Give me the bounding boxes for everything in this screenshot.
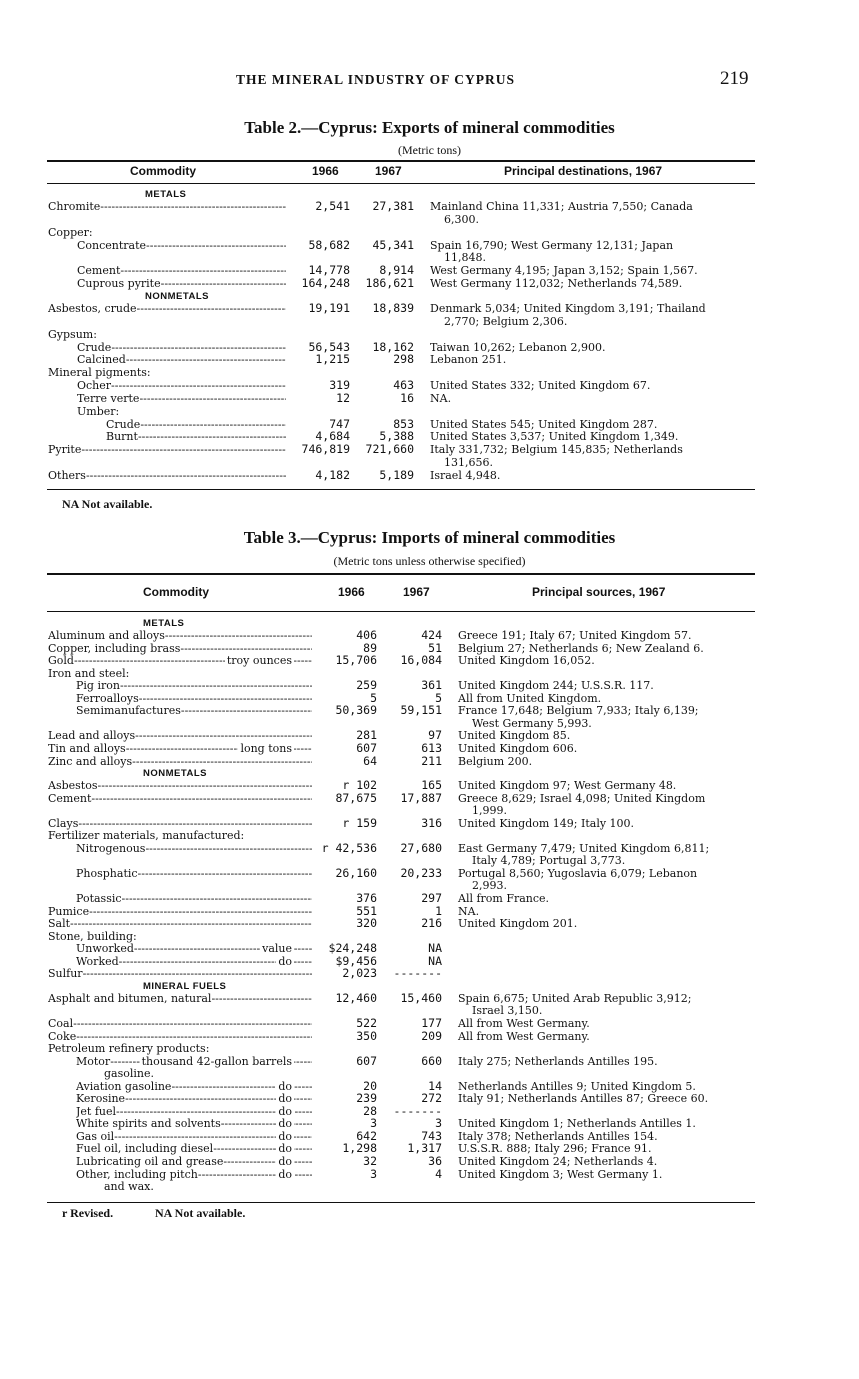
value-1966: 3 <box>370 1166 377 1181</box>
value-1966: 5 <box>370 690 377 705</box>
table-row <box>0 867 859 880</box>
destination-text: United Kingdom 606. <box>458 741 578 755</box>
destination-text: Mainland China 11,331; Austria 7,550; Canada <box>430 200 693 213</box>
table-row <box>0 679 859 692</box>
table-row <box>0 302 859 315</box>
destination-text: Belgium 27; Netherlands 6; New Zealand 6. <box>458 641 704 655</box>
table-row-continuation <box>0 456 859 469</box>
value-1967: 177 <box>421 1015 442 1030</box>
value-1966: 19,191 <box>308 300 350 315</box>
destination-text: United Kingdom 16,052. <box>458 654 595 668</box>
commodity-label: Lubricating oil and grease <box>76 1155 224 1168</box>
section-heading: NONMETALS <box>143 768 207 780</box>
value-1966: 4,182 <box>315 468 350 482</box>
destination-text: United Kingdom 3; West Germany 1. <box>458 1167 663 1181</box>
table-3-header-1966: 1966 <box>338 585 365 599</box>
value-1967: 209 <box>421 1028 442 1043</box>
table-row <box>0 1030 859 1043</box>
destination-text: Lebanon 251. <box>430 353 507 367</box>
table-row <box>0 200 859 213</box>
value-1967: 5,189 <box>379 468 414 482</box>
value-1966: 12,460 <box>335 990 377 1005</box>
unit-label: do <box>278 1117 292 1131</box>
table-row <box>0 239 859 252</box>
running-head: THE MINERAL INDUSTRY OF CYPRUS <box>236 72 516 87</box>
table-row <box>0 328 859 341</box>
table-2-title: Table 2.—Cyprus: Exports of mineral commodities <box>244 118 615 137</box>
value-1966: 14,778 <box>308 263 350 278</box>
destination-text: United Kingdom 244; U.S.S.R. 117. <box>458 679 654 693</box>
destination-text: 2,993. <box>472 879 507 893</box>
unit-label: do <box>278 1167 292 1181</box>
value-1966: 320 <box>356 916 377 931</box>
value-1967: 165 <box>421 778 442 793</box>
value-1967: 20,233 <box>400 865 442 880</box>
table-3-header-rule <box>47 611 755 612</box>
value-1966: 87,675 <box>335 790 377 805</box>
value-1967: 36 <box>428 1154 442 1168</box>
destination-text: United Kingdom 1; Netherlands Antilles 1. <box>458 1117 696 1131</box>
destination-text: Denmark 5,034; United Kingdom 3,191; Thailand <box>430 301 706 315</box>
unit-label: do <box>278 1092 292 1106</box>
commodity-label: Sulfur <box>48 967 83 981</box>
commodity-label: Cuprous pyrite <box>77 277 161 291</box>
table-row <box>0 704 859 717</box>
table-row <box>0 742 859 755</box>
value-1967: 3 <box>435 1116 442 1131</box>
destination-text: Israel 4,948. <box>430 469 501 482</box>
value-1967: 18,839 <box>372 300 414 315</box>
destination-text: All from United Kingdom. <box>458 691 602 705</box>
commodity-label: and wax. <box>104 1180 154 1194</box>
value-1966: 20 <box>363 1078 377 1093</box>
destination-text: France 17,648; Belgium 7,933; Italy 6,139; <box>458 704 699 718</box>
destination-text: Italy 275; Netherlands Antilles 195. <box>458 1054 658 1068</box>
value-1966: 642 <box>356 1128 377 1143</box>
value-1966: $9,456 <box>335 953 377 968</box>
commodity-label: Asbestos, crude <box>48 301 137 315</box>
value-1967: 853 <box>393 416 414 431</box>
commodity-label: Nitrogenous <box>76 841 146 855</box>
destination-text: West Germany 4,195; Japan 3,152; Spain 1,567. <box>430 264 698 278</box>
destination-text: East Germany 7,479; United Kingdom 6,811; <box>458 841 710 855</box>
destination-text: Netherlands Antilles 9; United Kingdom 5. <box>458 1079 696 1093</box>
commodity-label: Tin and alloys <box>48 741 126 755</box>
value-1967: 272 <box>421 1091 442 1106</box>
value-1967: 5,388 <box>379 429 414 444</box>
commodity-label: Zinc and alloys <box>48 754 133 768</box>
destination-text: West Germany 112,032; Netherlands 74,589. <box>430 277 683 291</box>
destination-text: United Kingdom 97; West Germany 48. <box>458 779 677 793</box>
value-1967: 27,680 <box>400 840 442 855</box>
commodity-label: Copper, including brass <box>48 641 181 655</box>
table-row <box>0 967 859 980</box>
table-2-header-rule <box>47 183 755 184</box>
destination-text: Italy 91; Netherlands Antilles 87; Greece 60. <box>458 1092 709 1106</box>
value-1966: 32 <box>363 1154 377 1168</box>
value-1967: 15,460 <box>400 990 442 1005</box>
table-row <box>0 1155 859 1168</box>
commodity-label: Coke <box>48 1029 77 1043</box>
commodity-label: Concentrate <box>77 238 147 252</box>
value-1966: 15,706 <box>335 653 377 668</box>
table-3-header-sources: Principal sources, 1967 <box>532 585 666 599</box>
unit-label: do <box>278 1079 292 1093</box>
commodity-label: Aluminum and alloys <box>48 629 165 642</box>
destination-text: All from West Germany. <box>458 1016 590 1030</box>
commodity-label: Stone, building: <box>48 929 137 943</box>
commodity-label: Gypsum: <box>48 327 97 341</box>
destination-text: Israel 3,150. <box>472 1004 543 1018</box>
commodity-label: Ferroalloys <box>76 691 139 705</box>
table-3-footnote-na: NA Not available. <box>155 1206 246 1220</box>
table-2-top-rule <box>47 160 755 162</box>
destination-text: Spain 16,790; West Germany 12,131; Japan <box>430 238 674 252</box>
commodity-label: Asphalt and bitumen, natural <box>48 991 212 1005</box>
unit-label: do <box>278 1129 292 1143</box>
table-row-continuation <box>0 251 859 264</box>
commodity-label: Gold <box>48 654 74 668</box>
value-1966: 376 <box>356 891 377 905</box>
section-heading: METALS <box>145 189 187 200</box>
commodity-label: Salt <box>48 917 71 931</box>
commodity-label: Unworked <box>76 942 134 956</box>
destination-text: U.S.S.R. 888; Italy 296; France 91. <box>458 1142 652 1156</box>
commodity-label: Ocher <box>77 379 112 393</box>
commodity-label: Pig iron <box>76 679 120 693</box>
value-1966: 26,160 <box>335 865 377 880</box>
commodity-label: Worked <box>76 954 119 968</box>
destination-text: United States 3,537; United Kingdom 1,349. <box>430 430 679 444</box>
destination-text: United States 545; United Kingdom 287. <box>430 417 658 431</box>
value-1966: 607 <box>356 740 377 755</box>
table-row <box>0 469 859 482</box>
destination-text: 131,656. <box>444 456 493 470</box>
value-1967: 5 <box>435 690 442 705</box>
value-1966: 350 <box>356 1028 377 1043</box>
unit-label: thousand 42-gallon barrels <box>141 1054 292 1068</box>
table-2-header-1967: 1967 <box>375 164 402 178</box>
value-1966: $24,248 <box>328 941 377 956</box>
table-row <box>0 264 859 277</box>
value-1966: 4,684 <box>315 429 350 444</box>
commodity-label: Lead and alloys <box>48 729 136 743</box>
value-1967: 4 <box>435 1166 442 1181</box>
destination-text: United Kingdom 24; Netherlands 4. <box>458 1155 658 1168</box>
table-row <box>0 1055 859 1068</box>
value-1966: 164,248 <box>301 276 350 291</box>
value-1967: 721,660 <box>365 442 414 457</box>
value-1967: 51 <box>428 640 442 655</box>
commodity-label: Umber: <box>77 404 120 418</box>
destination-text: All from France. <box>458 892 550 905</box>
value-1966: 607 <box>356 1053 377 1068</box>
table-2-footnote: NA Not available. <box>62 497 153 511</box>
table-row <box>0 443 859 456</box>
commodity-label: Mineral pigments: <box>48 366 151 380</box>
table-row <box>0 892 859 905</box>
value-1967: 16,084 <box>400 653 442 668</box>
destination-text: 1,999. <box>472 804 507 818</box>
destination-text: United States 332; United Kingdom 67. <box>430 379 651 393</box>
table-2-header-commodity: Commodity <box>130 164 196 178</box>
value-1967: 16 <box>400 390 414 405</box>
commodity-label: Phosphatic <box>76 866 138 880</box>
value-1967: 14 <box>428 1078 442 1093</box>
value-1967: 17,887 <box>400 790 442 805</box>
value-1966: 1,215 <box>315 352 350 367</box>
table-row-continuation <box>0 213 859 226</box>
table-row <box>0 817 859 830</box>
value-1967: 211 <box>421 753 442 768</box>
section-heading: MINERAL FUELS <box>143 980 227 992</box>
value-1966: r 42,536 <box>321 840 377 855</box>
table-row <box>0 392 859 405</box>
table-3-header-1967: 1967 <box>403 585 430 599</box>
destination-text: West Germany 5,993. <box>472 716 592 730</box>
value-1967: 59,151 <box>400 703 442 718</box>
value-1966: 239 <box>356 1091 377 1106</box>
table-3-header-commodity: Commodity <box>143 585 209 599</box>
commodity-label: Petroleum refinery products: <box>48 1042 210 1056</box>
destination-text: All from West Germany. <box>458 1029 590 1043</box>
commodity-label: White spirits and solvents <box>76 1117 221 1131</box>
value-1966: 522 <box>356 1015 377 1030</box>
value-1966: 551 <box>356 903 377 918</box>
value-1966: 746,819 <box>301 442 350 457</box>
commodity-label: Clays <box>48 816 79 830</box>
value-1967: 361 <box>421 678 442 693</box>
value-1967: 660 <box>421 1053 442 1068</box>
commodity-label: Cement <box>77 264 121 278</box>
section-heading: NONMETALS <box>145 290 209 302</box>
commodity-label: Motor <box>76 1054 111 1068</box>
unit-label: value <box>262 942 292 956</box>
destination-text: Italy 378; Netherlands Antilles 154. <box>458 1129 658 1143</box>
table-row <box>0 755 859 768</box>
commodity-label: Burnt <box>106 430 138 444</box>
value-1966: 89 <box>363 640 377 655</box>
value-1966: 50,369 <box>335 703 377 718</box>
commodity-label: Jet fuel <box>76 1104 117 1118</box>
destination-text: NA. <box>430 391 452 405</box>
table-row <box>0 226 859 239</box>
destination-text: Spain 6,675; United Arab Republic 3,912; <box>458 991 692 1005</box>
unit-label: do <box>278 1155 292 1168</box>
value-1967: 613 <box>421 740 442 755</box>
destination-text: Taiwan 10,262; Lebanon 2,900. <box>430 340 606 354</box>
value-1967: 18,162 <box>372 339 414 354</box>
commodity-label: Copper: <box>48 225 93 239</box>
table-row-continuation <box>0 315 859 328</box>
value-1967: 743 <box>421 1128 442 1143</box>
unit-label: do <box>278 1142 292 1156</box>
commodity-label: Potassic <box>76 892 122 905</box>
unit-label: do <box>278 954 292 968</box>
table-3-top-rule <box>47 573 755 575</box>
table-2-bottom-rule <box>47 489 755 490</box>
section-heading: METALS <box>143 618 185 629</box>
value-1967: 45,341 <box>372 237 414 252</box>
commodity-label: Kerosine <box>76 1092 126 1106</box>
table-row <box>0 379 859 392</box>
commodity-label: Semimanufactures <box>76 704 181 718</box>
destination-text: Greece 8,629; Israel 4,098; United Kingdom <box>458 791 706 805</box>
value-1966: 2,023 <box>342 966 377 981</box>
unit-label: do <box>278 1104 292 1118</box>
unit-label: long tons <box>240 741 292 755</box>
table-2-subtitle: (Metric tons) <box>398 143 461 157</box>
value-1967: 186,621 <box>365 276 414 291</box>
value-1967: 1 <box>435 903 442 918</box>
destination-text: Italy 331,732; Belgium 145,835; Netherlands <box>430 443 683 457</box>
commodity-label: Aviation gasoline <box>76 1079 172 1093</box>
table-3-subtitle: (Metric tons unless otherwise specified) <box>333 554 526 568</box>
commodity-label: Calcined <box>77 353 126 367</box>
destination-text: United Kingdom 85. <box>458 729 571 743</box>
destination-text: 6,300. <box>444 212 479 226</box>
value-1966: 28 <box>363 1103 377 1118</box>
value-1967: 27,381 <box>372 199 414 213</box>
value-1966: 58,682 <box>308 237 350 252</box>
value-1967: ------- <box>393 966 442 981</box>
table-row <box>0 917 859 930</box>
commodity-label: Gas oil <box>76 1129 115 1143</box>
value-1967: 1,317 <box>407 1141 442 1156</box>
value-1967: 463 <box>393 378 414 393</box>
value-1967: NA <box>428 953 442 968</box>
commodity-label: Others <box>48 469 86 482</box>
value-1966: 319 <box>329 378 350 393</box>
value-1967: 316 <box>421 815 442 830</box>
commodity-label: Cement <box>48 791 92 805</box>
destination-text: United Kingdom 149; Italy 100. <box>458 816 635 830</box>
value-1967: ------- <box>393 1103 442 1118</box>
table-row <box>0 418 859 431</box>
commodity-label: Terre verte <box>77 391 140 405</box>
value-1967: 8,914 <box>379 263 414 278</box>
table-row <box>0 353 859 366</box>
value-1966: r 102 <box>342 778 377 793</box>
value-1966: 2,541 <box>315 199 350 213</box>
value-1966: 64 <box>363 753 377 768</box>
value-1967: 297 <box>421 891 442 905</box>
table-row <box>0 366 859 379</box>
unit-label: troy ounces <box>226 654 292 668</box>
table-row <box>0 277 859 290</box>
table-row <box>0 1105 859 1118</box>
table-2-header-destinations: Principal destinations, 1967 <box>504 164 663 178</box>
commodity-label: Coal <box>48 1016 74 1030</box>
destination-text: Belgium 200. <box>458 754 533 768</box>
destination-text: 2,770; Belgium 2,306. <box>444 314 568 328</box>
value-1966: 747 <box>329 416 350 431</box>
table-2-header-1966: 1966 <box>312 164 339 178</box>
commodity-label: Crude <box>77 340 112 354</box>
value-1966: 1,298 <box>342 1141 377 1156</box>
destination-text: 11,848. <box>444 251 486 265</box>
table-row <box>0 654 859 667</box>
commodity-label: Asbestos <box>48 779 98 793</box>
table-row <box>0 341 859 354</box>
value-1966: 56,543 <box>308 339 350 354</box>
value-1967: 97 <box>428 728 442 743</box>
table-row <box>0 792 859 805</box>
value-1967: NA <box>428 941 442 956</box>
value-1966: 12 <box>336 390 350 405</box>
destination-text: Portugal 8,560; Yugoslavia 6,079; Lebanon <box>458 866 698 880</box>
commodity-label: Pyrite <box>48 443 82 457</box>
table-3-title: Table 3.—Cyprus: Imports of mineral commodities <box>243 528 616 547</box>
commodity-label: gasoline. <box>104 1067 154 1081</box>
value-1966: 259 <box>356 678 377 693</box>
table-3-footnote-revised: r Revised. <box>62 1206 114 1220</box>
destination-text: NA. <box>458 904 480 918</box>
table-row <box>0 842 859 855</box>
value-1966: 3 <box>370 1116 377 1131</box>
destination-text: United Kingdom 201. <box>458 917 578 931</box>
table-row <box>0 405 859 418</box>
value-1967: 298 <box>393 352 414 367</box>
table-3-bottom-rule <box>47 1202 755 1203</box>
value-1967: 216 <box>421 916 442 931</box>
commodity-label: Pumice <box>48 904 90 918</box>
commodity-label: Fertilizer materials, manufactured: <box>48 829 245 843</box>
table-row <box>0 430 859 443</box>
table-row <box>0 1168 859 1181</box>
value-1966: 406 <box>356 628 377 642</box>
value-1967: 424 <box>421 628 442 642</box>
commodity-label: Iron and steel: <box>48 666 130 680</box>
table-row <box>0 1180 859 1193</box>
destination-text: Italy 4,789; Portugal 3,773. <box>472 854 626 868</box>
destination-text: Greece 191; Italy 67; United Kingdom 57. <box>458 629 692 642</box>
commodity-label: Chromite <box>48 200 101 213</box>
commodity-label: Fuel oil, including diesel <box>76 1142 214 1156</box>
page-number: 219 <box>720 68 749 89</box>
value-1966: 281 <box>356 728 377 743</box>
commodity-label: Other, including pitch <box>76 1167 198 1181</box>
value-1966: r 159 <box>342 815 377 830</box>
commodity-label: Crude <box>106 417 141 431</box>
table-row <box>0 1017 859 1030</box>
table-row <box>0 992 859 1005</box>
